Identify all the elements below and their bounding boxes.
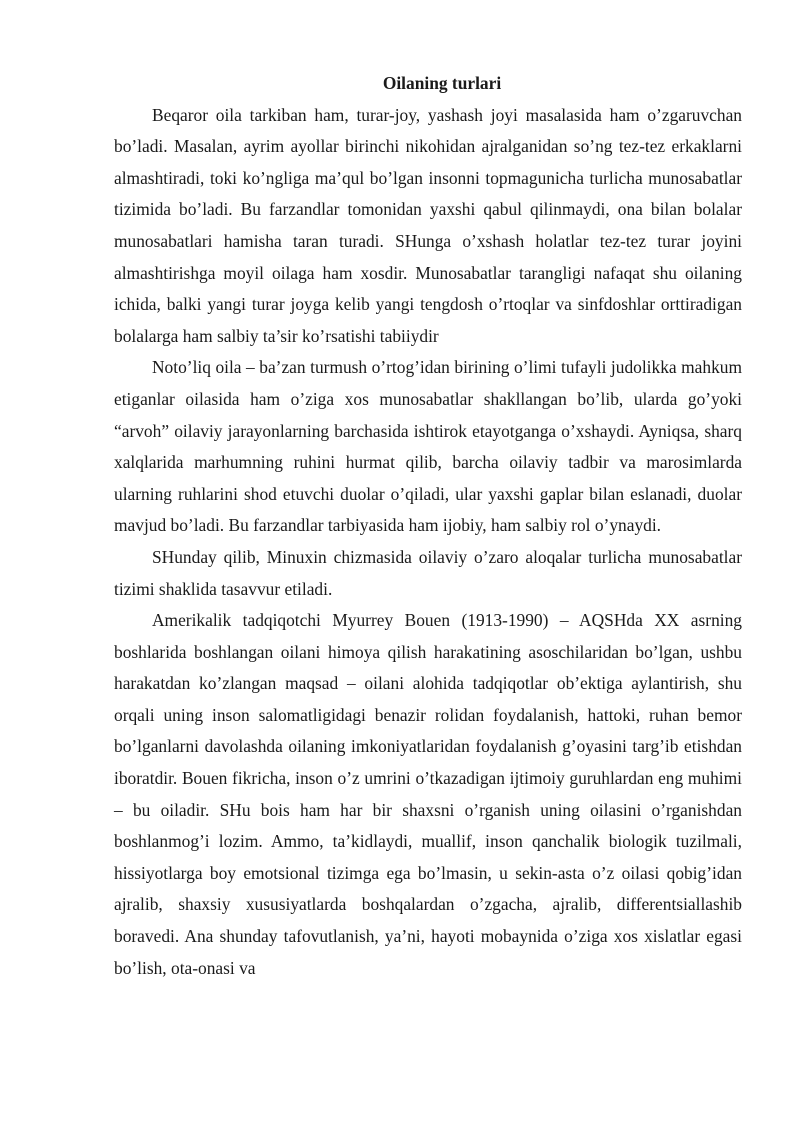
paragraph-bowen-theory: Amerikalik tadqiqotchi Myurrey Bouen (1913-1990) – AQSHda XX asrning boshlarida boshlangan oilani himoya qilish harakatining asoschilaridan bo’lgan, ushbu harakatdan ko’zlangan maqsad – oilani alohida tadqiqotlar ob’ektiga aylantirish, shu orqali uning inson salomatligidagi benazir rolidan foydalanish, hattoki, ruhan bemor bo’lganlarni davolashda oilaning imkoniyatlaridan foydalanish g’oyasini targ’ib etishdan iboratdir. Bouen fikricha, inson o’z umrini o’tkazadigan ijtimoiy guruhlardan eng muhimi – bu oiladir. SHu bois ham har bir shaxsni o’rganish uning oilasini o’rganishdan boshlanmog’i lozim. Ammo, ta’kidlaydi, muallif, inson qanchalik biologik tuzilmali, hissiyotlarga boy emotsional tizimga ega bo’lmasin, u sekin-asta o’z oilasi qobig’idan ajralib, shaxsiy xususiyatlarda boshqalardan o’zgacha, ajralib, differentsiallashib boravedi. Ana shunday tafovutlanish, ya’ni, hayoti mobaynida o’ziga xos xislatlar egasi bo’lish, ota-onasi va: [114, 610, 742, 978]
paragraph-unstable-family: Beqaror oila tarkiban ham, turar-joy, yashash joyi masalasida ham o’zgaruvchan bo’ladi. Masalan, ayrim ayollar birinchi nikohidan ajralganidan so’ng tez-tez erkaklarni almashtiradi, toki ko’ngliga ma’qul bo’lgan insonni topmagunicha turlicha munosabatlar tizimida bo’ladi. Bu farzandlar tomonidan yaxshi qabul qilinmaydi, ona bilan bolalar munosabatlari hamisha taran turadi. SHunga o’xshash holatlar tez-tez turar joyini almashtirishga moyil oilaga ham xosdir. Munosabatlar tarangligi nafaqat shu oilaning ichida, balki yangi turar joyga kelib yangi tengdosh o’rtoqlar va sinfdoshlar orttiradigan bolalarga ham salbiy ta’sir ko’rsatishi tabiiydir: [114, 104, 742, 346]
document-page: [114, 68, 742, 984]
paragraph-incomplete-family: Noto’liq oila – ba’zan turmush o’rtog’idan birining o’limi tufayli judolikka mahkum etiganlar oilasida ham o’ziga xos munosabatlar shakllangan bo’lib, ularda go’yoki “arvoh” oilaviy jarayonlarning barchasida ishtirok etayotganga o’xshaydi. Ayniqsa, sharq xalqlarida marhumning ruhini hurmat qilib, barcha oilaviy tadbir va marosimlarda ularning ruhlarini shod etuvchi duolar o’qiladi, ular yaxshi gaplar bilan eslanadi, duolar mavjud bo’ladi. Bu farzandlar tarbiyasida ham ijobiy, ham salbiy rol o’ynaydi.: [114, 357, 742, 536]
document-title: Oilaning turlari: [382, 73, 502, 93]
paragraph-minuxin-scheme: SHunday qilib, Minuxin chizmasida oilaviy o’zaro aloqalar turlicha munosabatlar tizimi shaklida tasavvur etiladi.: [114, 546, 742, 599]
